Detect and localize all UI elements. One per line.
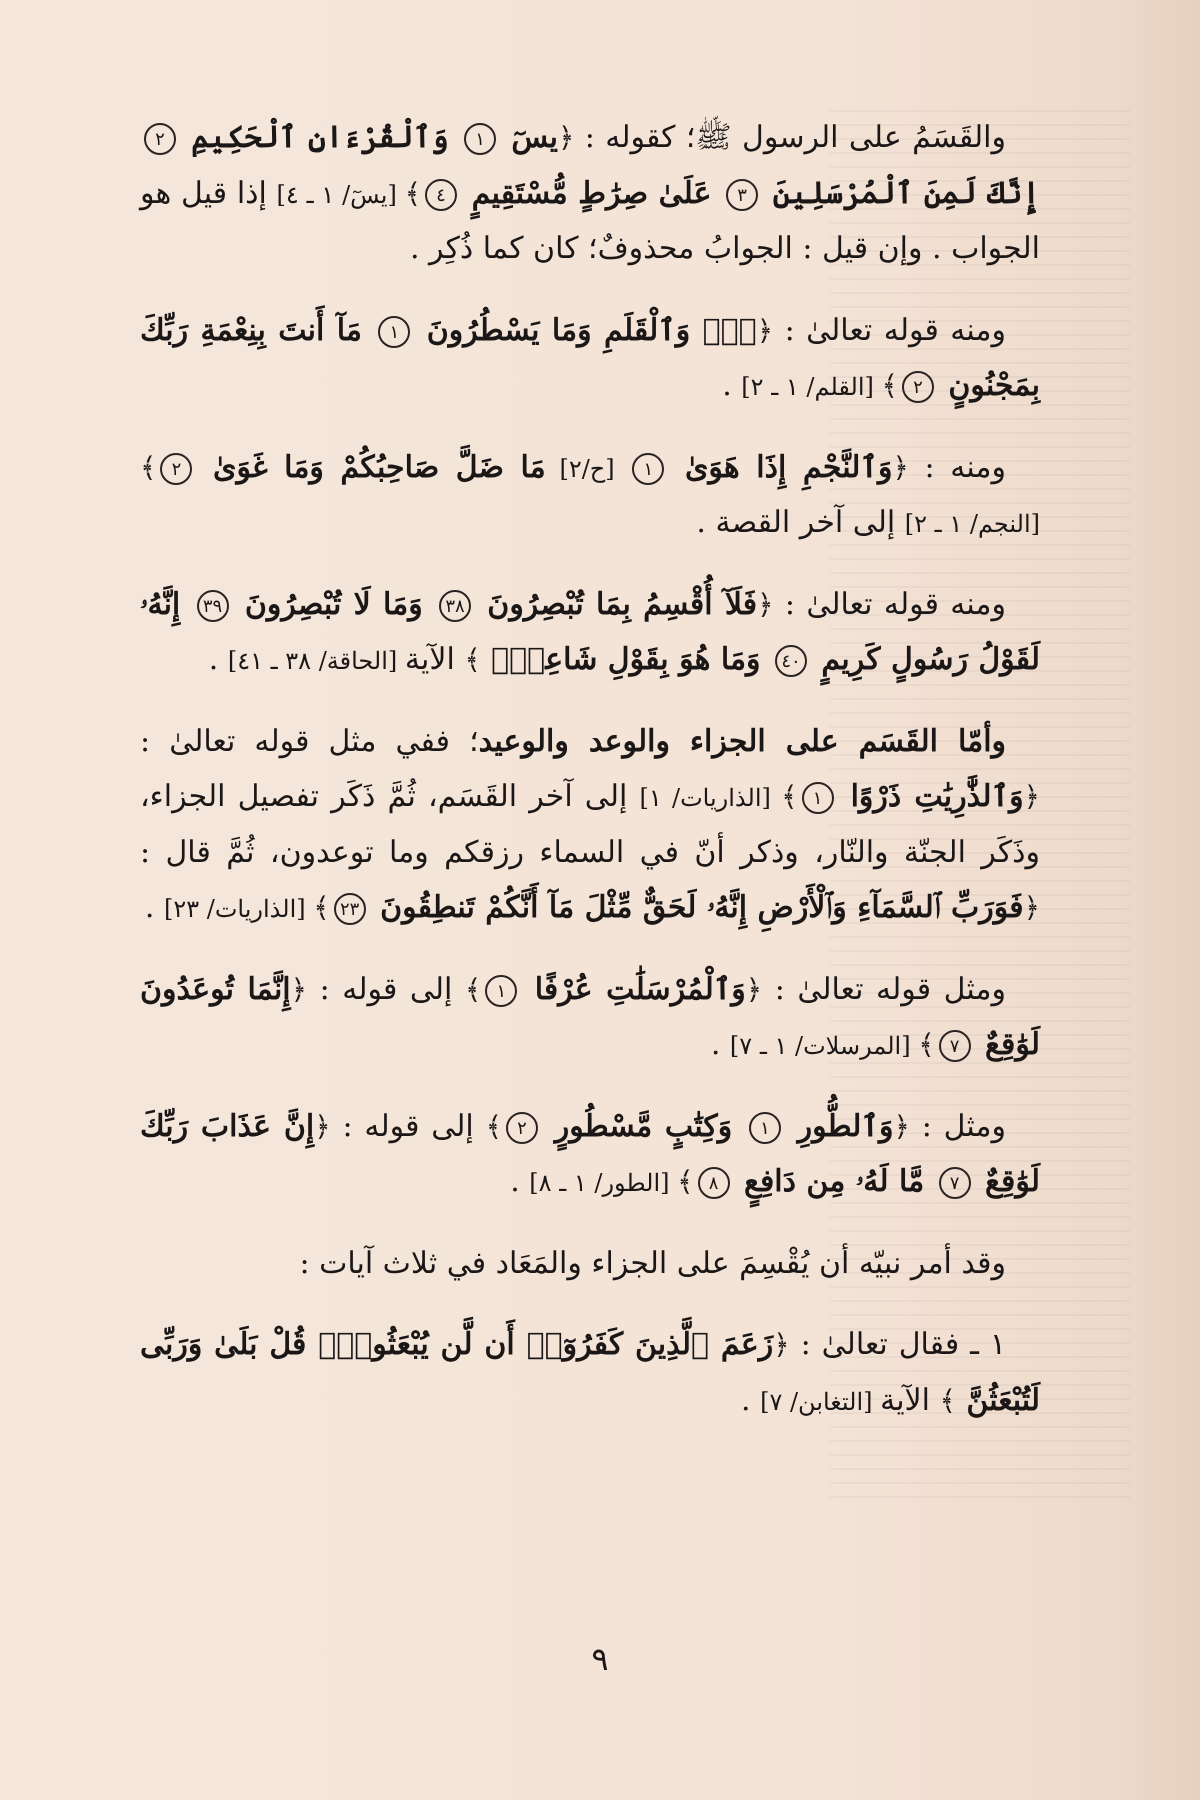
quran-text: إِنَّمَا تُوعَدُونَ لَوَٰقِعٌ: [140, 971, 1040, 1062]
quran-text: وَٱلذَّٰرِيَٰتِ ذَرْوًا: [837, 779, 1024, 814]
body-text: إلى قوله :: [307, 971, 465, 1007]
ayah-number-marker: ٣٩: [197, 590, 229, 622]
verse-reference: [النجم/ ١ ـ ٢]: [904, 510, 1040, 538]
ayah-number-marker: ١: [749, 1112, 781, 1144]
body-text: إلى قوله :: [330, 1108, 486, 1144]
quran-bracket: ﴿: [314, 1109, 331, 1143]
paragraph: [140, 962, 1040, 1073]
quran-bracket: ﴾: [140, 450, 157, 484]
ayah-number-marker: ٧: [939, 1167, 971, 1199]
ayah-number-marker: ١: [802, 782, 834, 814]
body-text: وقد أمر نبيّه أن يُقْسِمَ على الجزاء والمَعَاد في ثلاث آيات :: [299, 1245, 1006, 1281]
quran-bracket: ﴾: [313, 891, 330, 924]
body-text: الآية: [880, 1382, 940, 1418]
quran-text: وَكِتَٰبٍ مَّسْطُورٍ: [542, 1108, 745, 1144]
quran-bracket: ﴿: [290, 972, 308, 1006]
verse-reference: [الطور/ ١ ـ ٨]: [529, 1169, 678, 1197]
quran-text: فَوَرَبِّ ٱلسَّمَآءِ وَٱلْأَرْضِ إِنَّهُۥ لَحَقٌّ مِّثْلَ مَآ أَنَّكُمْ تَنطِقُونَ: [369, 890, 1024, 925]
ayah-number-marker: ٢: [160, 453, 192, 485]
body-text: ؛ ففي مثل قوله تعالىٰ :: [140, 723, 479, 759]
quran-text: وَٱلْقُرْءَانِ ٱلْحَكِيمِ: [180, 120, 461, 155]
verse-reference: [المرسلات/ ١ ـ ٧]: [729, 1032, 919, 1060]
quran-text: زَعَمَ ٱلَّذِينَ كَفَرُوٓا۟ أَن لَّن يُبْعَثُوا۟ۚ قُلْ بَلَىٰ وَرَبِّى لَتُبْعَثُنَّ: [140, 1327, 1040, 1418]
quran-bracket: ﴿: [745, 972, 763, 1006]
quran-text: وَٱلنَّجْمِ إِذَا هَوَىٰ: [668, 449, 893, 485]
ayah-number-marker: ٢: [506, 1112, 538, 1144]
ayah-number-marker: ٨: [698, 1167, 730, 1199]
page-number: ٩: [591, 1640, 609, 1678]
body-text: ومنه :: [908, 449, 1006, 485]
ayah-number-marker: ١: [378, 316, 410, 348]
ayah-number-marker: ١: [485, 975, 517, 1007]
body-text: .: [740, 1382, 761, 1418]
ayah-number-marker: ٢: [902, 371, 934, 403]
quran-text: وَمَا لَا تُبْصِرُونَ: [232, 586, 435, 622]
quran-bracket: ﴾: [485, 1109, 502, 1143]
quran-bracket: ﴿: [1023, 780, 1040, 813]
paragraph: [140, 577, 1040, 688]
quran-text: إِنَّ عَذَابَ رَبِّكَ لَوَٰقِعٌ: [140, 1108, 1040, 1199]
quran-text: فَلَآ أُقْسِمُ بِمَا تُبْصِرُونَ: [475, 586, 758, 622]
quran-text: إِنَّهُۥ لَقَوْلُ رَسُولٍ كَرِيمٍ: [140, 586, 1040, 677]
ayah-number-marker: ٤٠: [775, 645, 807, 677]
ayah-number-marker: ٢: [144, 123, 176, 155]
quran-text: وَٱلطُّورِ: [784, 1108, 894, 1144]
verse-reference: [ح/٢]: [545, 454, 629, 483]
body-text: ومنه قوله تعالىٰ :: [773, 586, 1006, 622]
body-text: ١ ـ فقال تعالىٰ :: [789, 1327, 1007, 1362]
ayah-number-marker: ٧: [939, 1030, 971, 1062]
quran-text: مَا ضَلَّ صَاحِبُكُمْ وَمَا غَوَىٰ: [196, 449, 546, 485]
body-text: .: [144, 890, 164, 925]
body-text: إذا قيل هو الجواب . وإن قيل : الجوابُ محذوفٌ؛ كان كما ذُكِر .: [140, 175, 1040, 266]
quran-bracket: ﴾: [677, 1165, 694, 1198]
quran-bracket: ﴿: [1023, 891, 1040, 924]
body-text: إلى آخر القصة .: [696, 505, 905, 540]
body-text: ومثل قوله تعالىٰ :: [762, 971, 1006, 1007]
ayah-number-marker: ٣٨: [439, 590, 471, 622]
quran-bracket: ﴿: [893, 1109, 910, 1143]
quran-bracket: ﴿: [773, 1328, 790, 1361]
quran-text: نٓۚ وَٱلْقَلَمِ وَمَا يَسْطُرُونَ: [414, 312, 757, 348]
quran-bracket: ﴾: [464, 643, 481, 676]
quran-bracket: ﴿: [557, 121, 575, 154]
verse-reference: [يسٓ/ ١ ـ ٤]: [276, 180, 405, 209]
verse-reference: [القلم/ ١ ـ ٢]: [741, 373, 882, 401]
quran-text: مَآ أَنتَ بِنِعْمَةِ رَبِّكَ بِمَجْنُونٍ: [140, 312, 1040, 403]
body-text: .: [710, 1027, 730, 1062]
body-text: ؛ كقوله :: [574, 120, 696, 155]
paragraph: [140, 440, 1040, 551]
quran-bracket: ﴾: [781, 780, 798, 813]
verse-reference: [الذاريات/ ١]: [639, 784, 782, 812]
quran-text: مَّا لَهُۥ مِن دَافِعٍ: [733, 1164, 935, 1199]
quran-text: وَمَا هُوَ بِقَوْلِ شَاعِرٍۚ: [480, 642, 771, 677]
body-text: والقَسَمُ على الرسول ﷺ: [695, 120, 1007, 155]
body-text: .: [510, 1164, 530, 1199]
quran-bracket: ﴾: [881, 369, 898, 402]
paragraph: [140, 714, 1040, 936]
quran-bracket: ﴿: [757, 587, 774, 621]
quran-bracket: ﴿: [756, 313, 774, 347]
page-body: [140, 110, 1040, 1454]
quran-bracket: ﴾: [918, 1028, 935, 1061]
quran-bracket: ﴾: [404, 176, 422, 210]
paragraph: [140, 1317, 1040, 1428]
body-text: ومنه قوله تعالىٰ :: [773, 312, 1006, 348]
ayah-number-marker: ٤: [425, 179, 457, 211]
ayah-number-marker: ٣: [726, 179, 758, 211]
ayah-number-marker: ١: [464, 123, 496, 155]
quran-text: وَٱلْمُرْسَلَٰتِ عُرْفًا: [521, 971, 746, 1007]
body-text: الآية: [404, 642, 465, 677]
quran-bracket: ﴿: [892, 450, 909, 484]
paragraph: [140, 110, 1040, 277]
verse-reference: [التغابن/ ٧]: [760, 1387, 881, 1416]
paragraph: [140, 303, 1040, 414]
quran-text: يسٓ: [500, 120, 558, 155]
body-text: ومثل :: [909, 1108, 1006, 1144]
body-text: .: [722, 368, 742, 403]
quran-bracket: ﴾: [464, 972, 482, 1006]
verse-reference: [الذاريات/ ٢٣]: [163, 895, 314, 923]
body-text: إلى آخر القَسَم، ثُمَّ ذَكَر تفصيل الجزاء، وذَكَر الجنّة والنّار، وذكر أنّ في السماء رزقكم وما توعدون، ثُمَّ قال :: [140, 779, 1040, 870]
quran-bracket: ﴾: [939, 1383, 956, 1417]
verse-reference: [الحاقة/ ٣٨ ـ ٤١]: [227, 647, 405, 675]
section-lead: وأمّا القَسَم على الجزاء والوعد والوعيد: [478, 723, 1007, 759]
quran-text: إِنَّكَ لَمِنَ ٱلْمُرْسَلِينَ: [762, 175, 1041, 211]
ayah-number-marker: ٢٣: [334, 893, 366, 925]
paragraph: [140, 1099, 1040, 1210]
paragraph: [140, 1236, 1040, 1292]
ayah-number-marker: ١: [632, 453, 664, 485]
quran-text: عَلَىٰ صِرَٰطٍ مُّسْتَقِيمٍ: [461, 175, 723, 211]
body-text: .: [208, 642, 228, 677]
